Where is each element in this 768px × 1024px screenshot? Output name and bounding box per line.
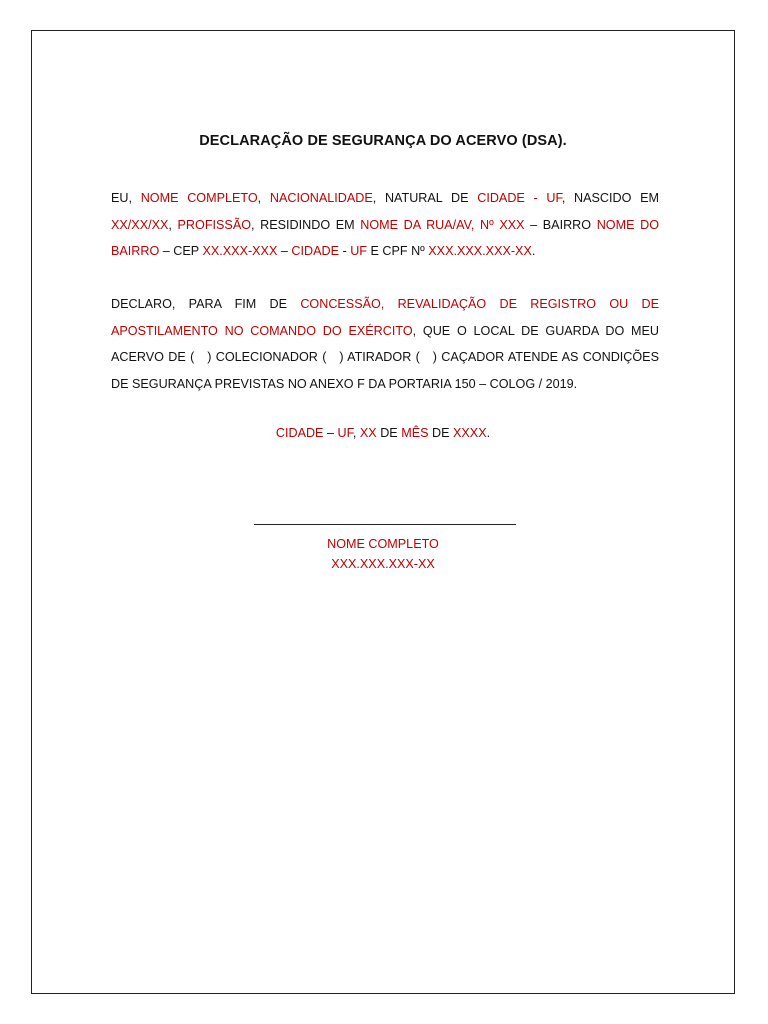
placeholder-nacionalidade: NACIONALIDADE [269, 191, 373, 205]
signature-cpf: XXX.XXX.XXX-XX [331, 557, 435, 571]
placeholder-date-mes: MÊS [401, 426, 429, 440]
placeholder-date-ano: XXXX [453, 426, 487, 440]
placeholder-finalidade: CONCESSÃO, REVALIDAÇÃO DE REGISTRO OU DE APOSTILAMENTO NO COMANDO DO EXÉRCITO [111, 297, 659, 338]
placeholder-date-dia: XX [359, 426, 377, 440]
signature-name: NOME COMPLETO [327, 537, 439, 551]
placeholder-endereco: NOME DA RUA/AV, Nº XXX [360, 217, 525, 232]
placeholder-bairro: NOME DO BAIRRO [111, 217, 659, 259]
date-line [32, 426, 734, 440]
text-segment: EU, [111, 191, 141, 205]
placeholder-nome-completo: NOME COMPLETO [140, 191, 258, 205]
placeholder-profissao: PROFISSÃO [177, 217, 252, 232]
text-segment: , NATURAL DE [372, 191, 478, 205]
placeholder-cep: XX.XXX-XXX [202, 244, 278, 259]
placeholder-cpf: XXX.XXX.XXX-XX [428, 244, 532, 259]
text-segment: , [168, 217, 178, 232]
document-title: DECLARAÇÃO DE SEGURANÇA DO ACERVO (DSA). [199, 133, 567, 149]
text-segment: DE [428, 426, 453, 440]
text-segment: , [352, 426, 360, 440]
text-segment: , NASCIDO EM [561, 191, 660, 205]
placeholder-cidade-uf: CIDADE - UF [477, 191, 562, 205]
placeholder-data-nascimento: XX/XX/XX [111, 217, 169, 232]
placeholder-cidade: CIDADE [291, 244, 339, 259]
document-page [31, 30, 735, 994]
placeholder-date-cidade: CIDADE [275, 426, 324, 440]
text-segment: – [277, 244, 292, 259]
text-segment: – [323, 426, 338, 440]
placeholder-date-uf: UF [337, 426, 353, 440]
text-segment: – BAIRRO [524, 217, 597, 232]
text-segment: . [486, 426, 491, 440]
declaration-paragraph [111, 291, 663, 397]
text-segment: , QUE O LOCAL DE GUARDA DO MEU ACERVO DE ( ) COLECIONADOR ( ) ATIRADOR ( ) CAÇADOR ATENDE AS CONDIÇÕES DE SEGURANÇA PREVISTAS NO ANEXO F DA PORTARIA 150 – COLOG / 2019. [111, 323, 663, 391]
text-segment: DE [376, 426, 402, 440]
text-segment: – CEP [159, 244, 203, 259]
text-segment: - [338, 244, 351, 259]
text-segment: , RESIDINDO EM [251, 217, 361, 232]
text-segment: E CPF Nº [366, 244, 429, 259]
text-segment: , [257, 191, 270, 205]
signature-line [254, 524, 516, 525]
identification-paragraph [111, 185, 659, 265]
placeholder-uf: UF [350, 244, 367, 259]
text-segment: DECLARO, PARA FIM DE [111, 297, 301, 311]
text-segment: . [531, 244, 536, 259]
